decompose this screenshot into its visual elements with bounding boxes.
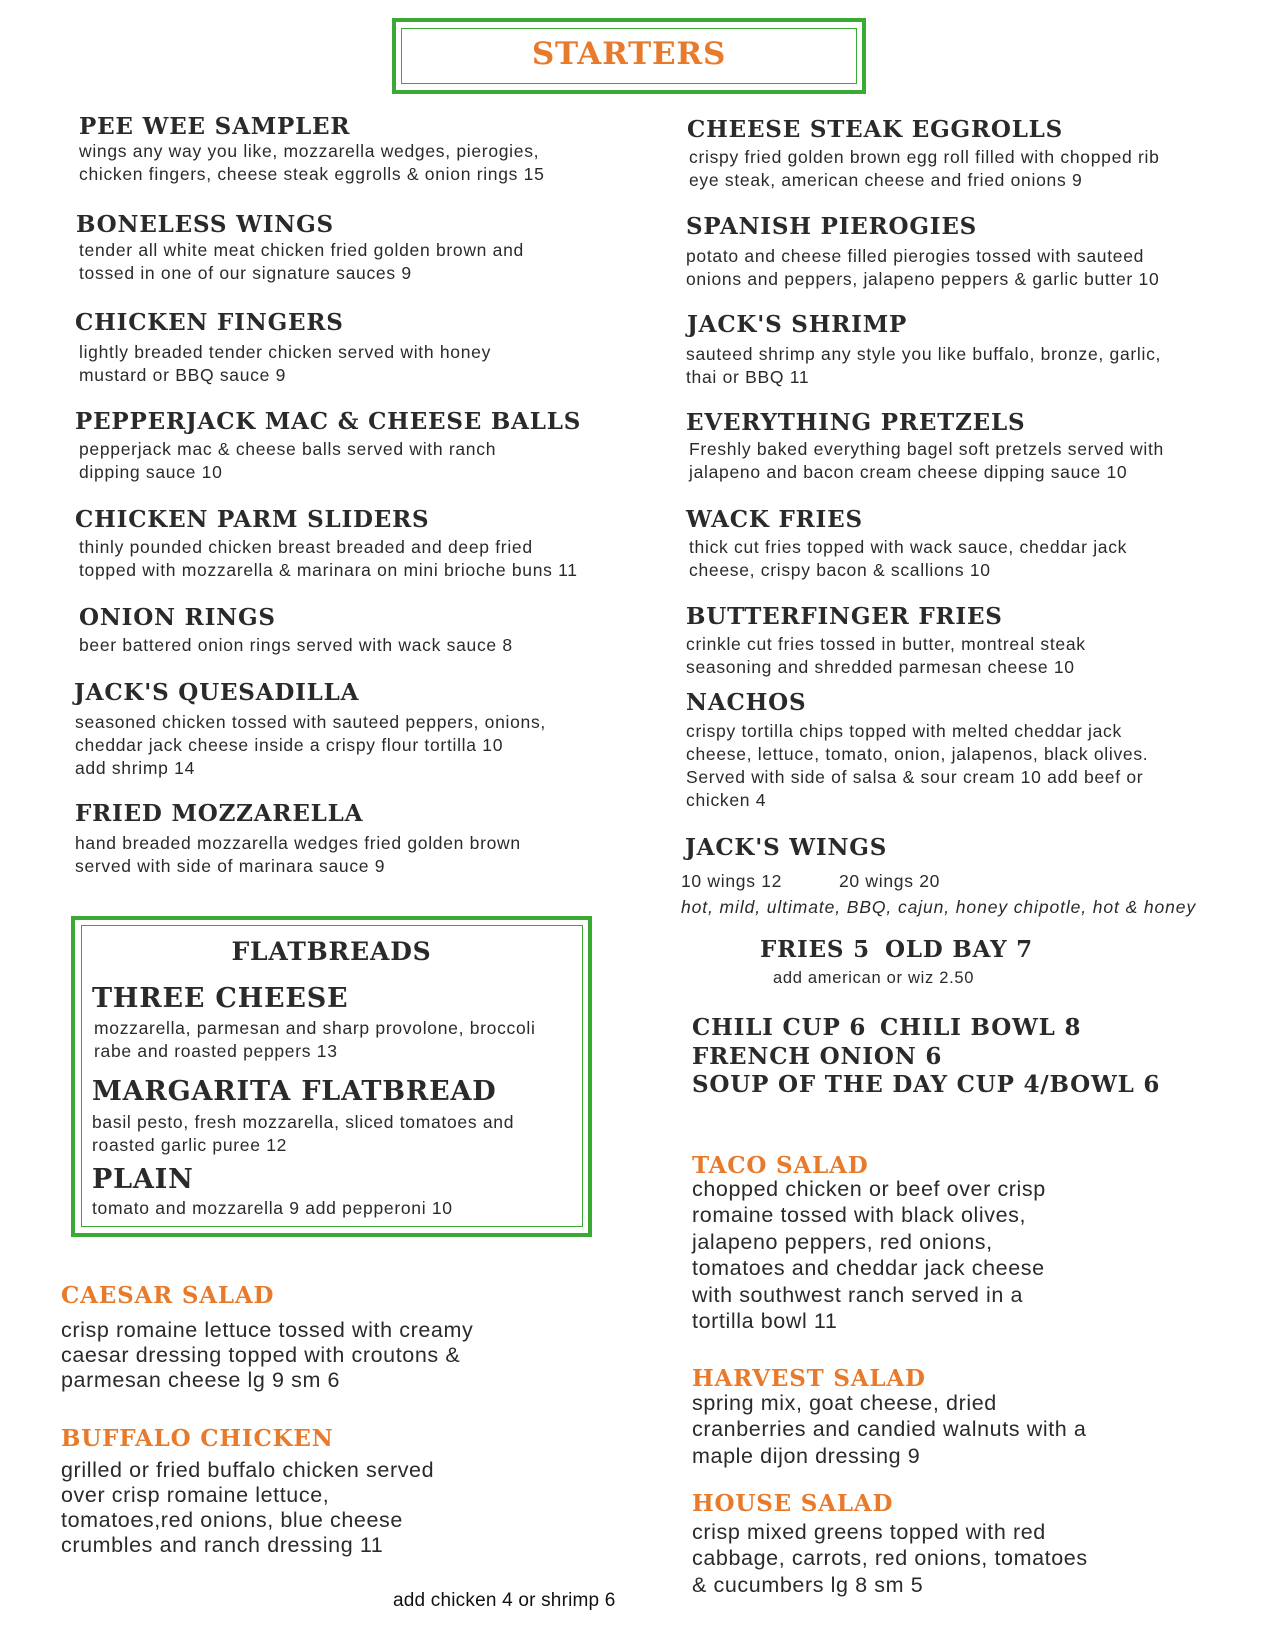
old-bay-price: OLD BAY 7	[885, 936, 1033, 963]
item-title: NACHOS	[686, 689, 807, 716]
item-title: PEE WEE SAMPLER	[79, 113, 351, 140]
flatbread-title: THREE CHEESE	[92, 983, 349, 1014]
soup-of-the-day: SOUP OF THE DAY CUP 4/BOWL 6	[692, 1071, 1161, 1098]
starters-title: STARTERS	[531, 36, 727, 72]
wings-20: 20 wings 20	[839, 871, 941, 891]
item-description: tender all white meat chicken fried golden brown and tossed in one of our signature sauces 9	[79, 240, 524, 283]
flatbread-title: PLAIN	[92, 1164, 194, 1195]
salad-description: chopped chicken or beef over crisp romaine tossed with black olives, jalapeno peppers, red onions, tomatoes and cheddar jack cheese with southwest ranch served in a tortilla bowl 11	[692, 1177, 1046, 1334]
flatbread-description: mozzarella, parmesan and sharp provolone, broccoli rabe and roasted peppers 13	[94, 1018, 536, 1061]
salad-title: HARVEST SALAD	[692, 1365, 926, 1392]
item-title: FRIED MOZZARELLA	[75, 800, 364, 827]
salad-title: CAESAR SALAD	[61, 1282, 275, 1309]
item-description: crispy fried golden brown egg roll filled with chopped rib eye steak, american cheese and fried onions 9	[689, 147, 1160, 190]
salad-addon-note: add chicken 4 or shrimp 6	[393, 1590, 616, 1611]
item-title: JACK'S QUESADILLA	[74, 679, 360, 706]
item-title: BUTTERFINGER FRIES	[686, 603, 1003, 630]
item-title: CHICKEN PARM SLIDERS	[75, 506, 430, 533]
chili-bowl: CHILI BOWL 8	[880, 1014, 1082, 1041]
item-title: CHEESE STEAK EGGROLLS	[687, 116, 1064, 143]
french-onion: FRENCH ONION 6	[692, 1043, 943, 1070]
item-description: beer battered onion rings served with wack sauce 8	[79, 635, 513, 655]
item-description: pepperjack mac & cheese balls served with ranch dipping sauce 10	[79, 439, 497, 482]
flatbreads-title: FLATBREADS	[231, 937, 432, 966]
flatbread-description: basil pesto, fresh mozzarella, sliced tomatoes and roasted garlic puree 12	[92, 1112, 515, 1155]
item-title: PEPPERJACK MAC & CHEESE BALLS	[75, 408, 582, 435]
item-title: EVERYTHING PRETZELS	[686, 409, 1026, 436]
salad-description: grilled or fried buffalo chicken served over crisp romaine lettuce, tomatoes,red onions, blue cheese crumbles and ranch dressing 11	[61, 1458, 435, 1557]
item-title: ONION RINGS	[79, 604, 276, 631]
item-title: SPANISH PIEROGIES	[686, 213, 978, 240]
salad-title: BUFFALO CHICKEN	[61, 1425, 334, 1452]
wings-10: 10 wings 12	[681, 871, 783, 891]
item-title: JACK'S SHRIMP	[687, 311, 908, 338]
salad-title: HOUSE SALAD	[692, 1490, 894, 1517]
item-description: potato and cheese filled pierogies tossed with sauteed onions and peppers, jalapeno peppers & garlic butter 10	[686, 246, 1160, 289]
flatbread-title: MARGARITA FLATBREAD	[92, 1076, 497, 1107]
item-title: JACK'S WINGS	[685, 834, 888, 861]
flatbread-description: tomato and mozzarella 9 add pepperoni 10	[92, 1198, 453, 1218]
salad-title: TACO SALAD	[692, 1152, 869, 1179]
item-description: Freshly baked everything bagel soft pretzels served with jalapeno and bacon cream cheese dipping sauce 10	[689, 439, 1164, 482]
salad-description: spring mix, goat cheese, dried cranberries and candied walnuts with a maple dijon dressing 9	[692, 1391, 1087, 1468]
salad-description: crisp romaine lettuce tossed with creamy caesar dressing topped with croutons & parmesan cheese lg 9 sm 6	[61, 1318, 474, 1392]
item-description: hand breaded mozzarella wedges fried golden brown served with side of marinara sauce 9	[75, 833, 521, 876]
fries-addon: add american or wiz 2.50	[773, 969, 975, 987]
chili-cup: CHILI CUP 6	[692, 1014, 867, 1041]
item-description: sauteed shrimp any style you like buffalo, bronze, garlic, thai or BBQ 11	[686, 344, 1162, 387]
item-description: crispy tortilla chips topped with melted cheddar jack cheese, lettuce, tomato, onion, jalapenos, black olives. Served with side of salsa & sour cream 10 add beef or chicken 4	[686, 721, 1149, 810]
item-title: WACK FRIES	[686, 506, 863, 533]
salad-description: crisp mixed greens topped with red cabbage, carrots, red onions, tomatoes & cucumbers lg 8 sm 5	[692, 1520, 1088, 1597]
wing-sauces: hot, mild, ultimate, BBQ, cajun, honey chipotle, hot & honey	[681, 897, 1197, 917]
item-description: lightly breaded tender chicken served with honey mustard or BBQ sauce 9	[79, 342, 492, 385]
item-description: crinkle cut fries tossed in butter, montreal steak seasoning and shredded parmesan cheese 10	[686, 634, 1086, 677]
item-description: thinly pounded chicken breast breaded and deep fried topped with mozzarella & marinara on mini brioche buns 11	[79, 537, 578, 580]
item-description: seasoned chicken tossed with sauteed peppers, onions, cheddar jack cheese inside a crispy flour tortilla 10 add shrimp 14	[75, 712, 546, 778]
item-title: BONELESS WINGS	[76, 211, 334, 238]
item-description: wings any way you like, mozzarella wedges, pierogies, chicken fingers, cheese steak eggrolls & onion rings 15	[79, 141, 545, 184]
fries-price: FRIES 5	[760, 936, 870, 963]
item-title: CHICKEN FINGERS	[75, 309, 344, 336]
item-description: thick cut fries topped with wack sauce, cheddar jack cheese, crispy bacon & scallions 10	[689, 537, 1128, 580]
